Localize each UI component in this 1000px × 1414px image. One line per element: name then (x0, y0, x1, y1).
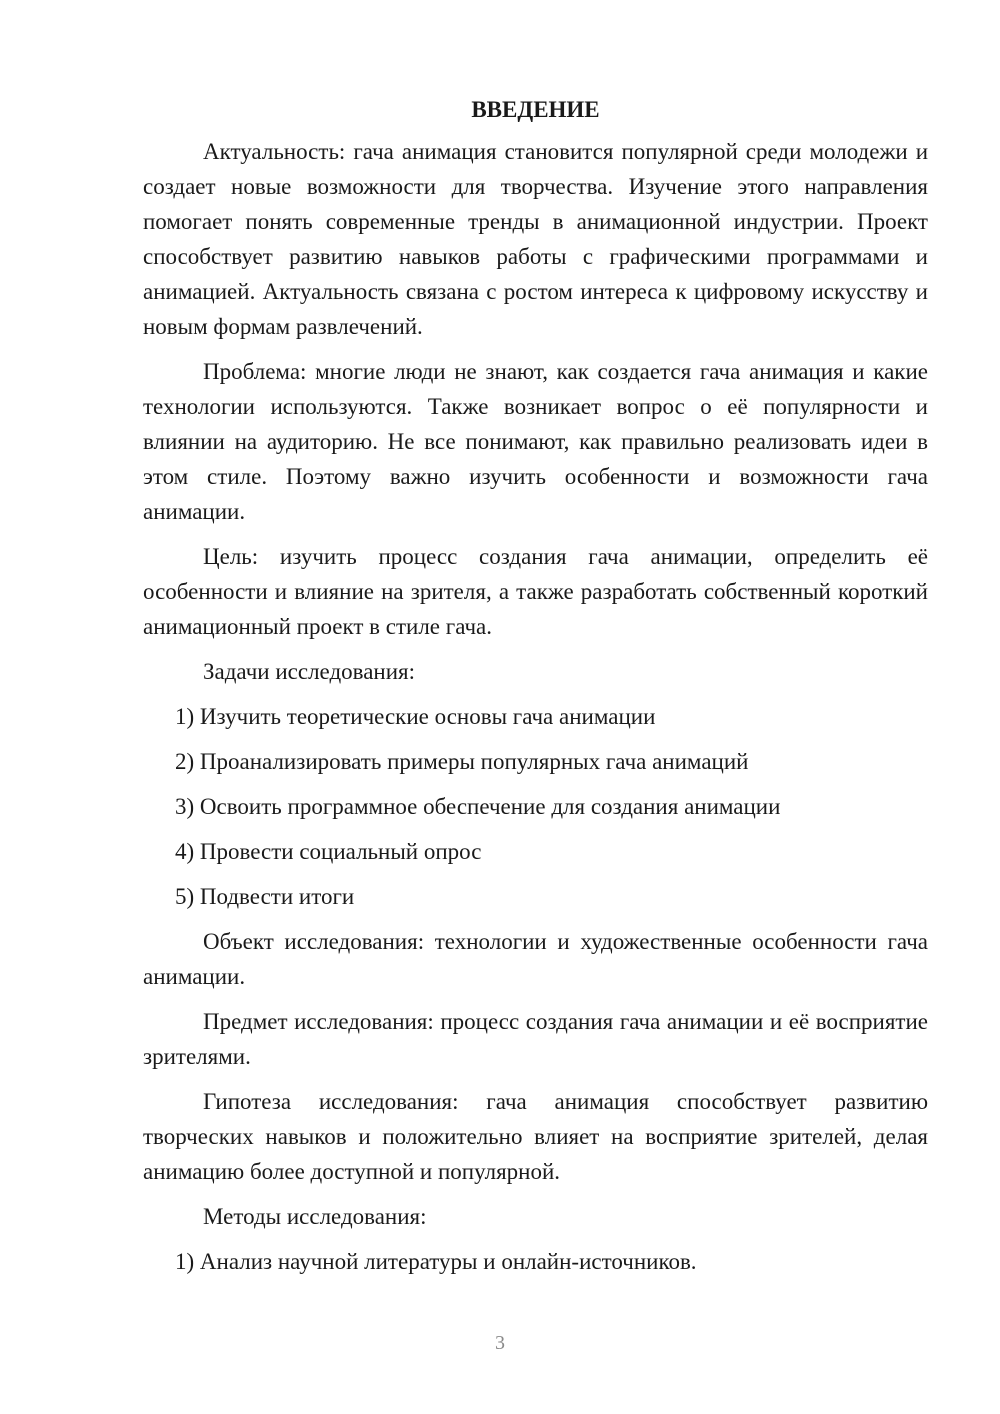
subject-paragraph: Предмет исследования: процесс создания гача анимации и её восприятие зрителями. (143, 1009, 928, 1069)
methods-heading: Методы исследования: (203, 1204, 427, 1229)
page-title: ВВЕДЕНИЕ (471, 97, 600, 122)
task-item: 2) Проанализировать примеры популярных гача анимаций (175, 749, 749, 774)
hypothesis-paragraph: Гипотеза исследования: гача анимация способствует развитию творческих навыков и положительно влияет на восприятие зрителей, делая анимацию более доступной и популярной. (143, 1089, 928, 1184)
goal-paragraph: Цель: изучить процесс создания гача анимации, определить её особенности и влияние на зрителя, а также разработать собственный короткий анимационный проект в стиле гача. (143, 544, 928, 639)
task-item: 3) Освоить программное обеспечение для создания анимации (175, 794, 781, 819)
task-item: 5) Подвести итоги (175, 884, 355, 909)
task-item: 1) Изучить теоретические основы гача анимации (175, 704, 656, 729)
task-item: 4) Провести социальный опрос (175, 839, 482, 864)
relevance-paragraph: Актуальность: гача анимация становится популярной среди молодежи и создает новые возможности для творчества. Изучение этого направления помогает понять современные тренды в анимационной индустрии. Проект способствует развитию навыков работы с графическими программами и анимацией. Актуальность связана с ростом интереса к цифровому искусству и новым формам развлечений. (143, 139, 928, 339)
document-page (143, 92, 928, 1289)
page-number: 3 (495, 1332, 505, 1354)
method-item: 1) Анализ научной литературы и онлайн-источников. (175, 1249, 697, 1274)
problem-paragraph: Проблема: многие люди не знают, как создается гача анимация и какие технологии используются. Также возникает вопрос о её популярности и влиянии на аудиторию. Не все понимают, как правильно реализовать идеи в этом стиле. Поэтому важно изучить особенности и возможности гача анимации. (143, 359, 928, 524)
tasks-heading: Задачи исследования: (203, 659, 416, 684)
object-paragraph: Объект исследования: технологии и художественные особенности гача анимации. (143, 929, 928, 989)
